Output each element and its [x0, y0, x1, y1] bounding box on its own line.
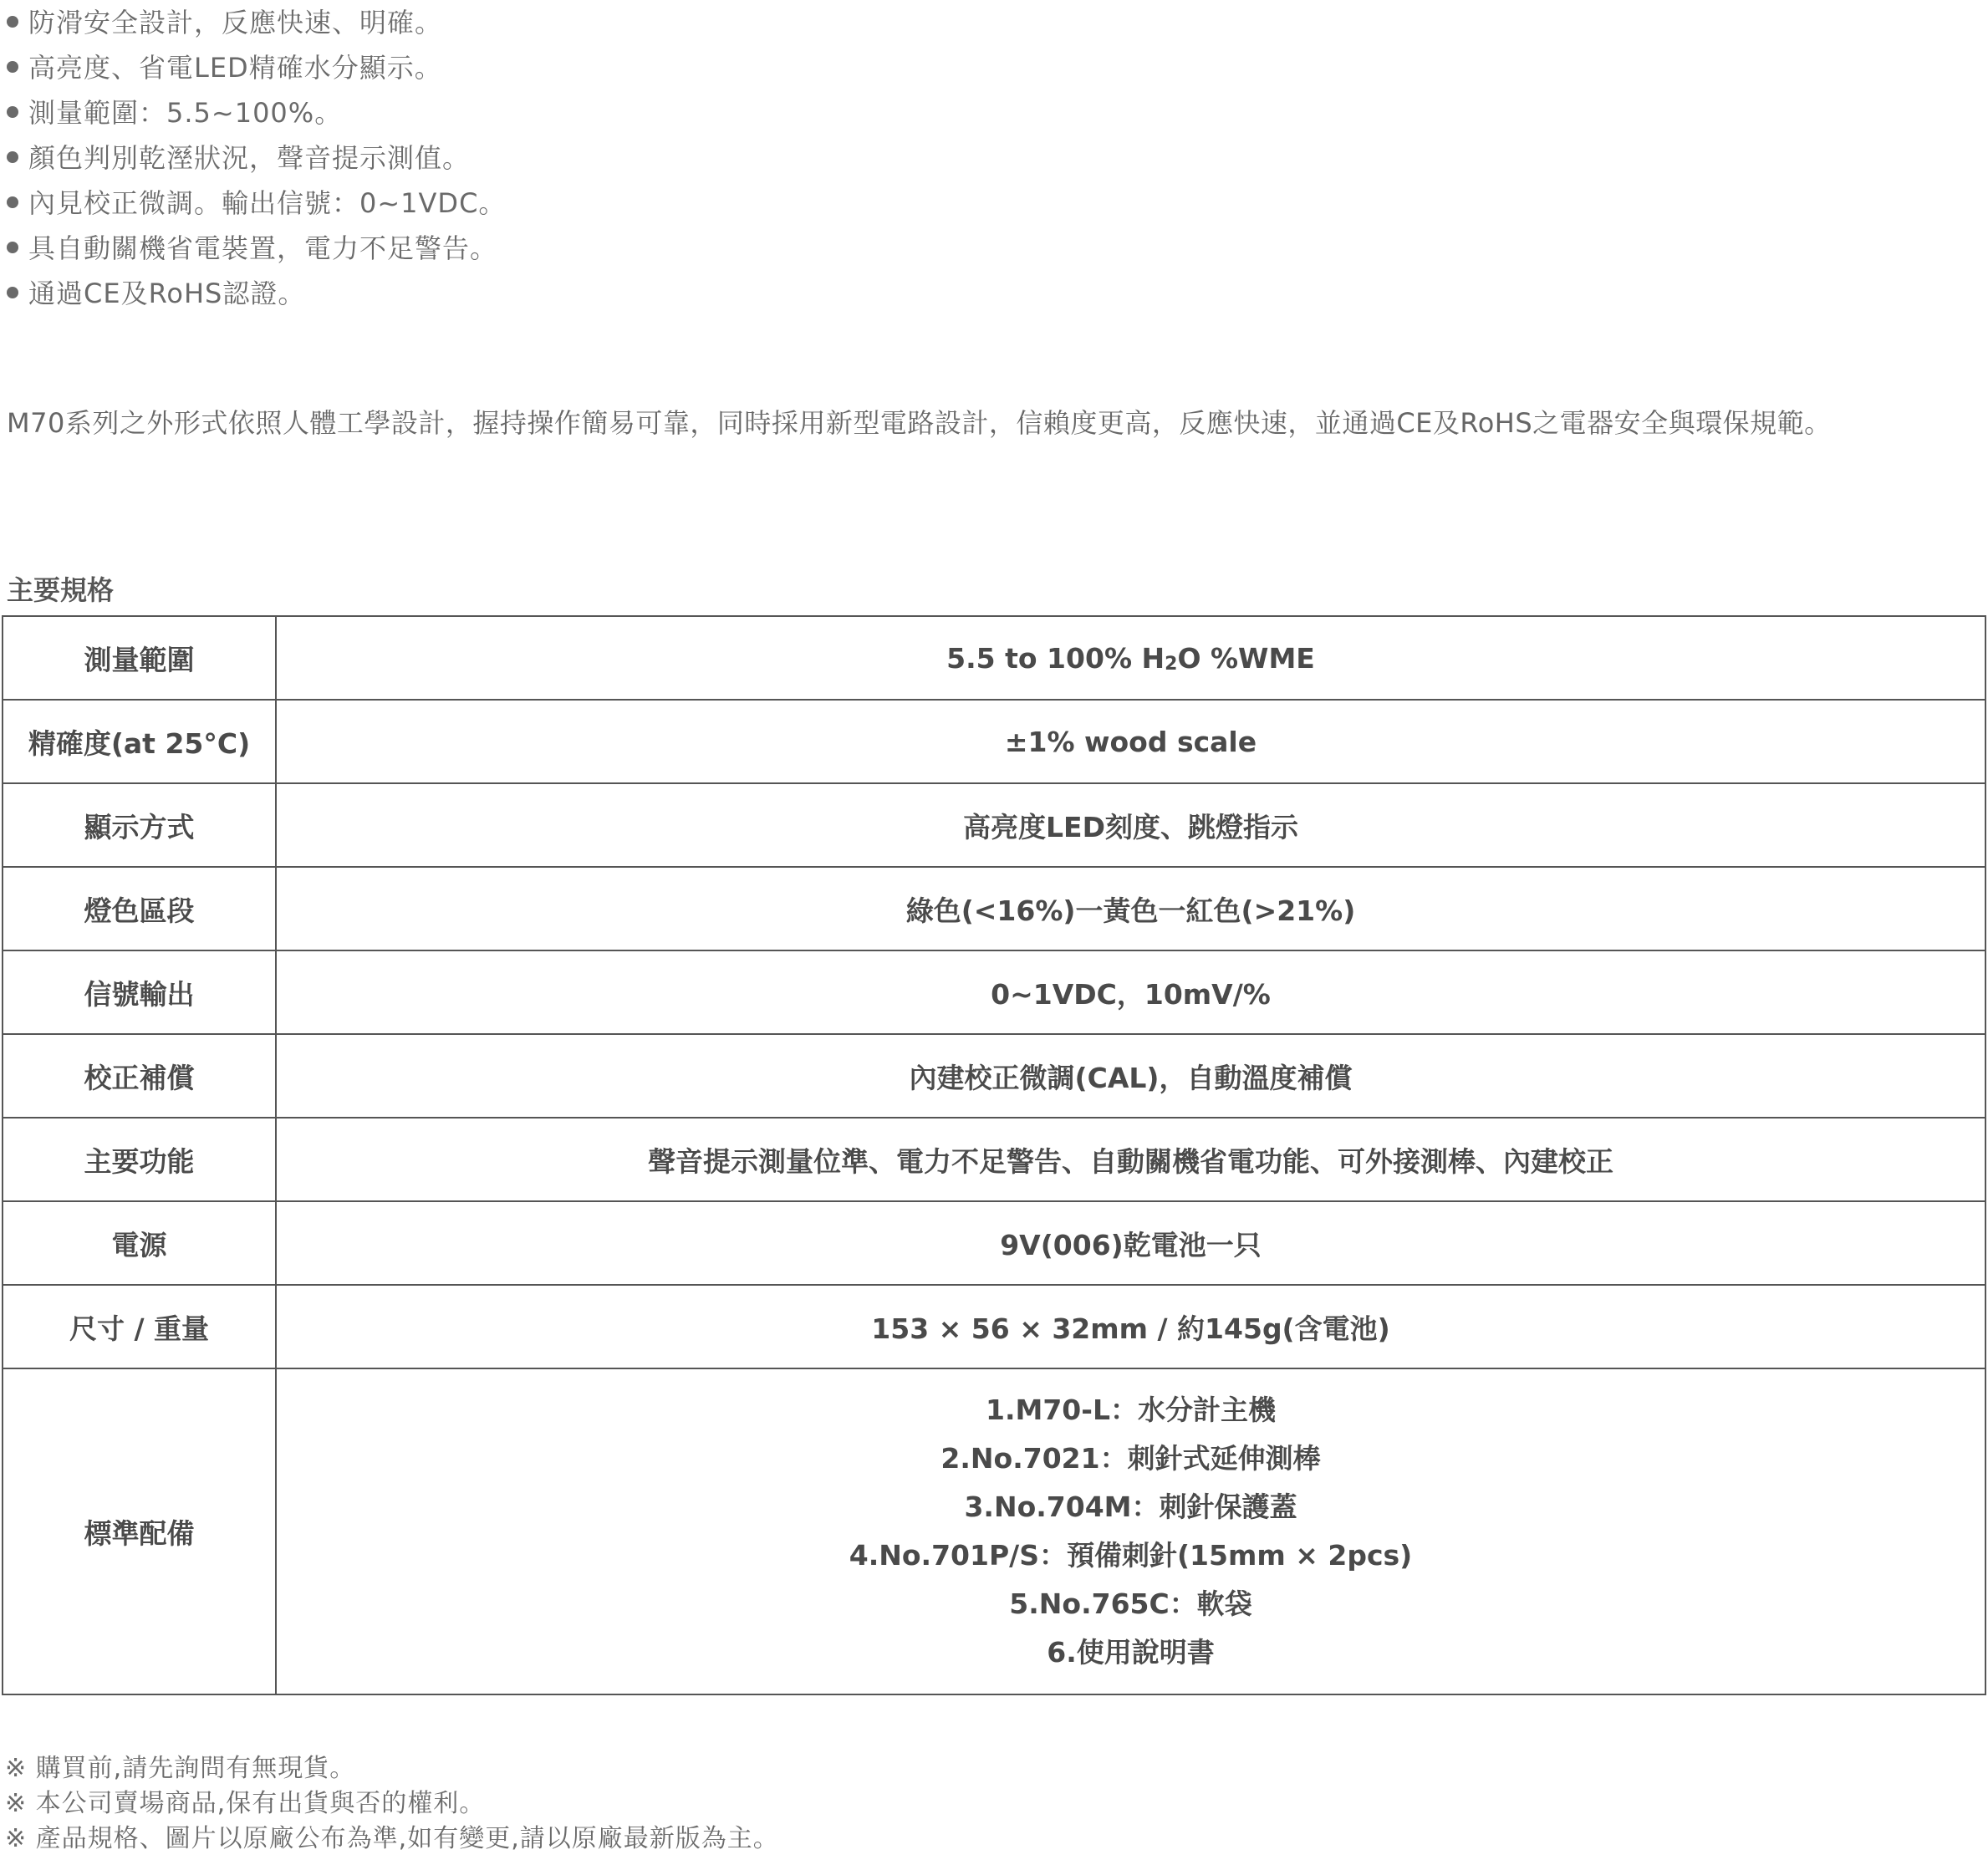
spec-row-display — [3, 783, 1985, 867]
feature-text: 具自動關機省電裝置，電力不足警告。 — [28, 232, 498, 264]
spec-row-functions — [3, 1118, 1985, 1201]
accessory-item: 4.No.701P/S：預備刺針(15mm × 2pcs) — [849, 1539, 1413, 1572]
spec-value: 9V(006)乾電池一只 — [276, 1201, 1985, 1285]
bullet-icon — [7, 196, 18, 208]
subscript: 2 — [1165, 653, 1178, 675]
spec-value: 0~1VDC，10mV/% — [276, 950, 1985, 1034]
spec-row-accessories — [3, 1368, 1985, 1694]
spec-label: 燈色區段 — [3, 867, 276, 950]
feature-text: 防滑安全設計，反應快速、明確。 — [28, 7, 443, 38]
spec-label: 標準配備 — [3, 1368, 276, 1694]
accessory-item: 3.No.704M：刺針保護蓋 — [964, 1490, 1297, 1523]
spec-table — [2, 615, 1986, 1695]
feature-list — [7, 0, 1929, 316]
accessory-item: 1.M70-L：水分計主機 — [986, 1394, 1276, 1426]
bullet-icon — [7, 151, 18, 163]
bullet-icon — [7, 287, 18, 298]
spec-value: 高亮度LED刻度、跳燈指示 — [276, 783, 1985, 867]
bullet-icon — [7, 61, 18, 73]
spec-value: 153 × 56 × 32mm / 約145g(含電池) — [276, 1285, 1985, 1368]
accessory-item: 6.使用說明書 — [1047, 1636, 1215, 1669]
spec-heading: 主要規格 — [7, 574, 115, 606]
bullet-icon — [7, 242, 18, 253]
spec-row-size-weight — [3, 1285, 1985, 1368]
spec-value: 聲音提示測量位準、電力不足警告、自動關機省電功能、可外接測棒、內建校正 — [276, 1118, 1985, 1201]
spec-label: 校正補償 — [3, 1034, 276, 1118]
feature-item — [7, 45, 1929, 90]
spec-row-power — [3, 1201, 1985, 1285]
feature-item — [7, 135, 1929, 181]
spec-label: 顯示方式 — [3, 783, 276, 867]
spec-label: 尺寸 / 重量 — [3, 1285, 276, 1368]
note-item: ※ 產品規格、圖片以原廠公布為準,如有變更,請以原廠最新版為主。 — [5, 1824, 779, 1853]
accessory-list — [276, 1368, 1985, 1694]
feature-text: 內見校正微調。輸出信號：0~1VDC。 — [28, 187, 507, 219]
intro-paragraph: M70系列之外形式依照人體工學設計，握持操作簡易可靠，同時採用新型電路設計，信賴度更高，反應快速，並通過CE及RoHS之電器安全與環保規範。 — [7, 407, 1832, 439]
notes-list — [5, 1751, 779, 1857]
note-item: ※ 購買前,請先詢問有無現貨。 — [5, 1754, 356, 1783]
feature-item — [7, 181, 1929, 226]
spec-value: 內建校正微調(CAL)，自動溫度補償 — [276, 1034, 1985, 1118]
spec-row-range — [3, 616, 1985, 700]
feature-text: 通過CE及RoHS認證。 — [28, 278, 306, 309]
feature-text: 測量範圍：5.5~100%。 — [28, 97, 343, 129]
spec-value: 5.5 to 100% $H_2O$ %WME — [276, 616, 1985, 700]
note-item: ※ 本公司賣場商品,保有出貨與否的權利。 — [5, 1789, 486, 1818]
spec-label: 精確度(at 25°C) — [3, 700, 276, 783]
spec-value: ±1% wood scale — [276, 700, 1985, 783]
feature-item — [7, 90, 1929, 135]
accessory-item: 5.No.765C：軟袋 — [1009, 1587, 1252, 1620]
spec-label: 主要功能 — [3, 1118, 276, 1201]
feature-text: 高亮度、省電LED精確水分顯示。 — [28, 52, 442, 84]
spec-value: 綠色(<16%)一黃色一紅色(>21%) — [276, 867, 1985, 950]
accessory-item: 2.No.7021：刺針式延伸測棒 — [940, 1442, 1321, 1475]
spec-label: 電源 — [3, 1201, 276, 1285]
bullet-icon — [7, 106, 18, 118]
spec-row-calibration — [3, 1034, 1985, 1118]
spec-label: 測量範圍 — [3, 616, 276, 700]
feature-item — [7, 226, 1929, 271]
spec-row-colors — [3, 867, 1985, 950]
feature-item — [7, 0, 1929, 45]
spec-row-output — [3, 950, 1985, 1034]
feature-item — [7, 271, 1929, 316]
spec-row-accuracy — [3, 700, 1985, 783]
bullet-icon — [7, 16, 18, 28]
spec-label: 信號輸出 — [3, 950, 276, 1034]
feature-text: 顏色判別乾溼狀況，聲音提示測值。 — [28, 142, 471, 174]
